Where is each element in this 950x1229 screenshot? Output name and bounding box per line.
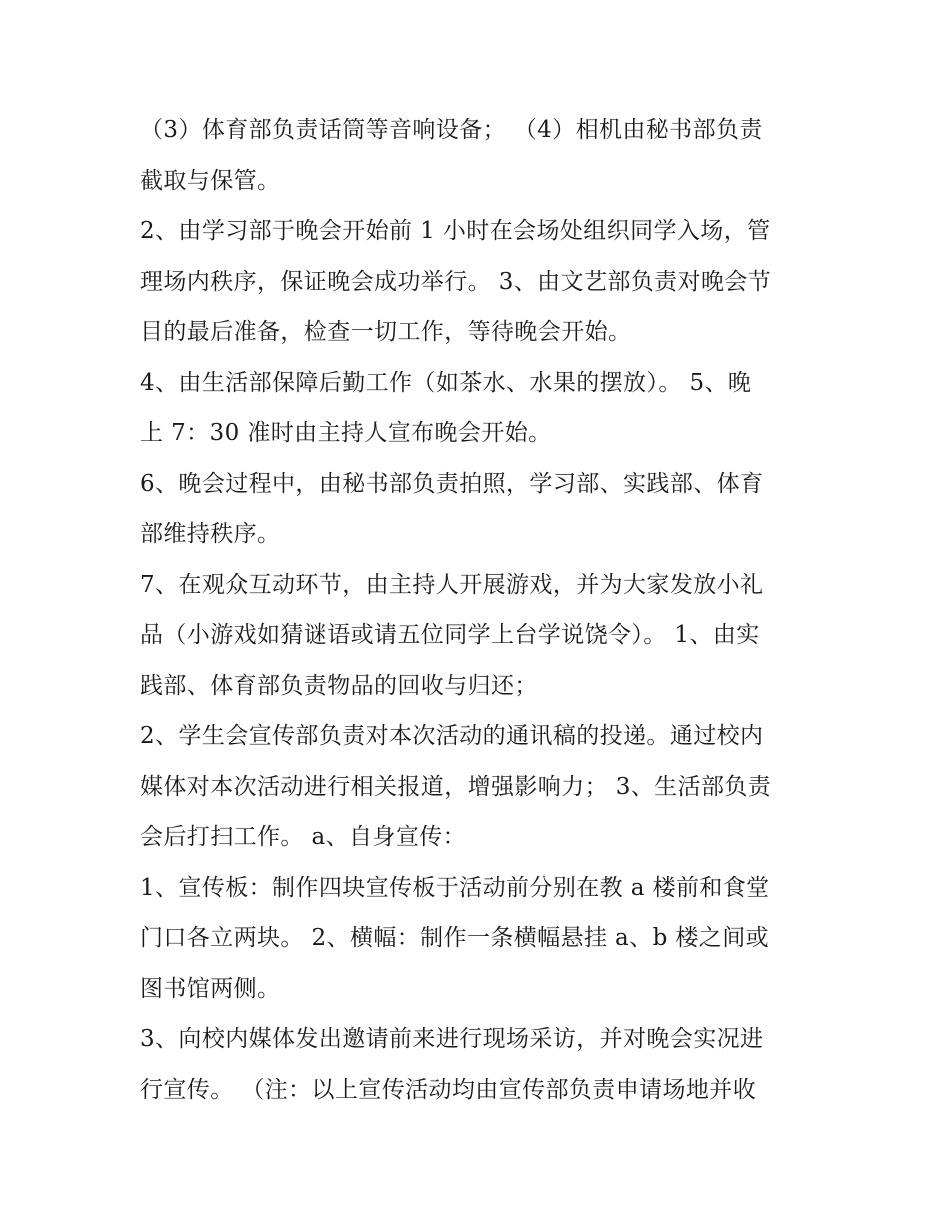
text-line: 践部、体育部负责物品的回收与归还； bbox=[140, 673, 538, 699]
text-line: 门口各立两块。 2、横幅：制作一条横幅悬挂 a、b 楼之间或 bbox=[140, 925, 770, 951]
text-line: （3）体育部负责话筒等音响设备； （4）相机由秘书部负责 bbox=[140, 117, 763, 143]
text-line: 3、向校内媒体发出邀请前来进行现场采访，并对晚会实况进 bbox=[140, 1026, 764, 1052]
text-line: 7、在观众互动环节，由主持人开展游戏，并为大家发放小礼 bbox=[140, 572, 764, 598]
text-line: 品（小游戏如猜谜语或请五位同学上台学说饶令）。 1、由实 bbox=[140, 622, 760, 648]
text-line: 1、宣传板：制作四块宣传板于活动前分别在教 a 楼前和食堂 bbox=[140, 875, 770, 901]
text-line: 上 7：30 准时由主持人宣布晚会开始。 bbox=[140, 420, 552, 446]
text-line: 部维持秩序。 bbox=[140, 521, 281, 547]
text-line: 2、由学习部于晚会开始前 1 小时在会场处组织同学入场，管 bbox=[140, 218, 771, 244]
text-line: 截取与保管。 bbox=[140, 168, 281, 194]
text-line: 会后打扫工作。 a、自身宣传： bbox=[140, 824, 467, 850]
text-line: 4、由生活部保障后勤工作（如茶水、水果的摆放）。 5、晚 bbox=[140, 370, 752, 396]
text-line: 目的最后准备，检查一切工作，等待晚会开始。 bbox=[140, 319, 632, 345]
text-line: 理场内秩序，保证晚会成功举行。 3、由文艺部负责对晚会节 bbox=[140, 269, 772, 295]
text-line: 媒体对本次活动进行相关报道，增强影响力； 3、生活部负责 bbox=[140, 774, 772, 800]
text-line: 2、学生会宣传部负责对本次活动的通讯稿的投递。通过校内 bbox=[140, 723, 764, 749]
text-line: 6、晚会过程中，由秘书部负责拍照，学习部、实践部、体育 bbox=[140, 471, 764, 497]
text-line: 行宣传。 （注：以上宣传活动均由宣传部负责申请场地并收 bbox=[140, 1077, 757, 1103]
text-line: 图书馆两侧。 bbox=[140, 976, 281, 1002]
